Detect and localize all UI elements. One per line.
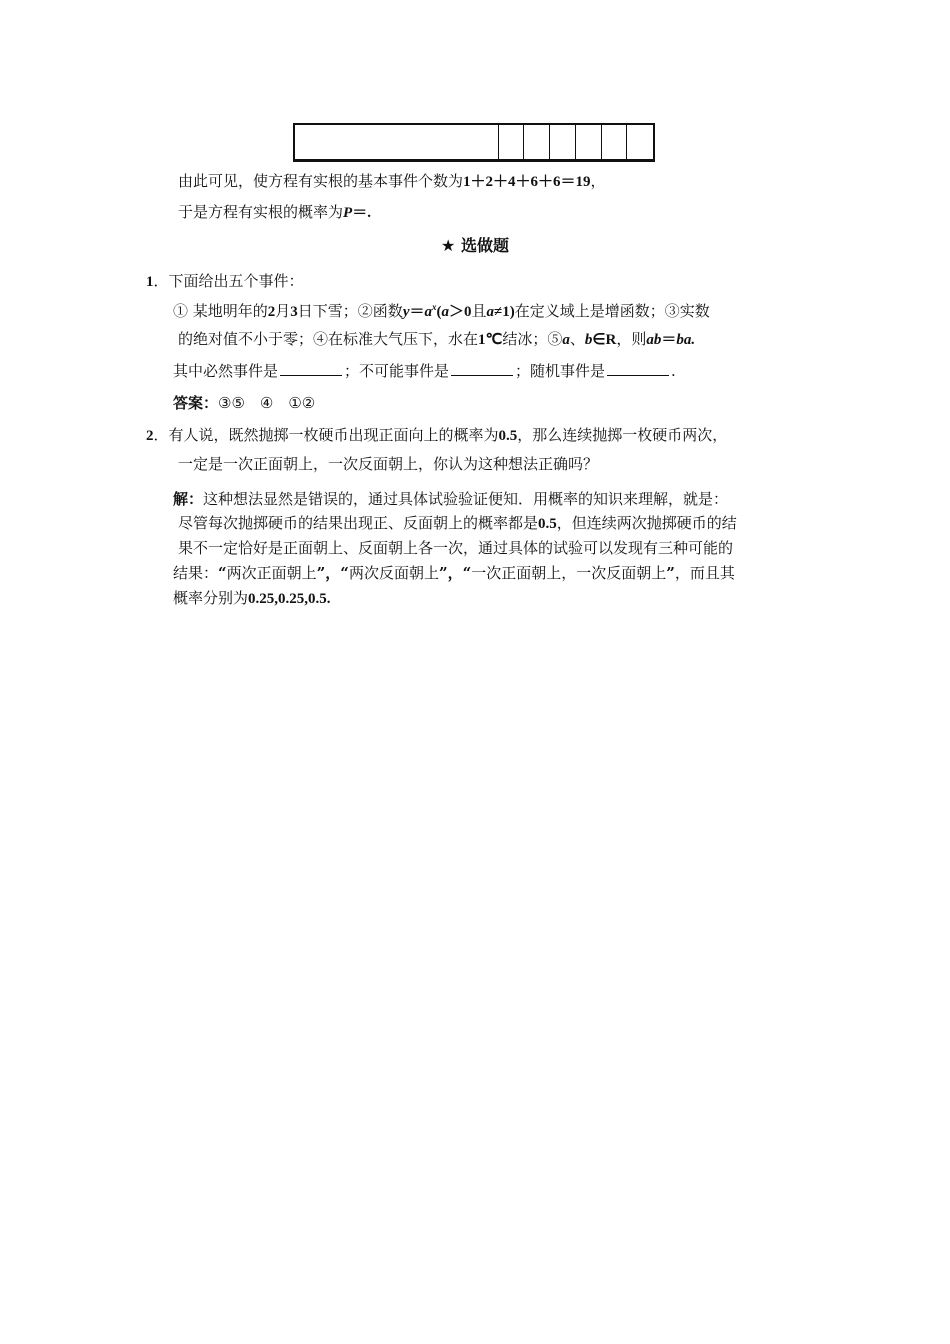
text: 结果： [173,564,219,582]
text: 由此可见，使方程有实根的基本事件个数为 [178,172,464,190]
text: 3 [290,304,298,320]
text: 1℃ [478,332,503,348]
question-1-events-line-1 [173,300,710,321]
text: 两次反面朝上 [348,564,439,582]
outcome-table-bottom-row [293,123,655,162]
answer-blank-impossible[interactable] [451,361,513,376]
exponent: x [432,302,437,312]
text: ab [646,332,662,348]
text: 的绝对值不小于零；④在标准大气压下，水在 [178,330,479,348]
question-2-stem-line-2: 一定是一次正面朝上，一次反面朝上，你认为这种想法正确吗？ [178,455,599,473]
table-cell [524,125,550,159]
probability-variable: P [343,205,353,221]
text: 在定义域上是增函数；③实数 [514,302,710,320]
solution-label: 解： [173,490,204,508]
text: . [671,362,676,380]
text: ＝. [352,205,371,221]
text: ＞0 [449,304,472,320]
question-2-solution-line-2 [178,512,737,533]
text: ba. [676,332,696,348]
text: 0.5 [538,516,557,532]
question-2-solution-line-4 [173,562,735,583]
text: 于是方程有实根的概率为 [178,203,344,221]
text: ．有人说，既然抛掷一枚硬币出现正面向上的概率为 [153,426,499,444]
text: 概率分别为 [173,589,249,607]
text: 0.25,0.25,0.5. [248,591,331,607]
text: ” [666,564,675,582]
table-cell [602,125,628,159]
text: ≠1) [494,304,515,320]
text: y [402,304,410,320]
text: 2 [267,304,276,320]
text: ，但连续两次抛掷硬币的结 [556,514,737,532]
text: ＝ [409,304,425,320]
text: “ [218,564,227,582]
table-cell [499,125,525,159]
text: a [562,332,570,348]
text: ．下面给出五个事件： [153,272,304,290]
solution-count-line [178,170,606,191]
question-2-solution-line-1 [173,488,728,509]
text: 其中必然事件是 [173,362,279,380]
answer-blank-certain[interactable] [280,361,342,376]
text: ＝ [661,332,677,348]
text: 尽管每次抛掷硬币的结果出现正、反面朝上的概率都是 [178,514,539,532]
text: 日下雪；②函数 [297,302,403,320]
question-1-blanks-line [173,360,676,381]
solution-probability-line [178,201,371,222]
text: 结冰；⑤ [502,330,563,348]
text: 且 [471,302,487,320]
text: ，而且其 [674,564,735,582]
text: ，则 [616,330,647,348]
table-cell [550,125,576,159]
table-cell [627,125,653,159]
text: 一次正面朝上，一次反面朝上 [471,564,667,582]
answer-value: ③⑤ ④ ①② [218,394,316,412]
text: 月 [275,302,291,320]
table-cell [295,125,499,159]
text: ① 某地明年的 [173,302,268,320]
question-2-stem-line-1 [146,424,727,445]
text: 、 [569,330,585,348]
text: 这种想法显然是错误的，通过具体试验验证便知．用概率的知识来理解，就是： [203,490,729,508]
text: ∈R [592,332,617,348]
question-1-stem [146,270,304,291]
text: a [424,304,432,320]
question-2-solution-line-5 [173,587,331,608]
section-title: ★ 选做题 [441,236,509,255]
question-number: 1 [146,274,154,290]
text: ”，“ [438,564,472,582]
text: a [486,304,495,320]
text: ”，“ [316,564,349,582]
question-2-solution-line-3: 果不一定恰好是正面朝上、反面朝上各一次，通过具体的试验可以发现有三种可能的 [178,539,734,557]
text: ；不可能事件是 [344,362,450,380]
text: 0.5 [498,428,518,444]
text: a [441,304,449,320]
text: ， [590,172,606,190]
table-cell [576,125,602,159]
question-1-answer [173,392,315,413]
text: b [584,332,593,348]
question-1-events-line-2 [178,328,695,349]
text: ；随机事件是 [515,362,606,380]
text: ( [436,304,442,320]
text: ，那么连续抛掷一枚硬币两次， [517,426,728,444]
answer-label: 答案： [173,394,219,412]
answer-blank-random[interactable] [607,361,669,376]
count-expression: 1＋2＋4＋6＋6＝19 [463,174,591,190]
question-number: 2 [146,428,154,444]
text: 两次正面朝上 [226,564,317,582]
